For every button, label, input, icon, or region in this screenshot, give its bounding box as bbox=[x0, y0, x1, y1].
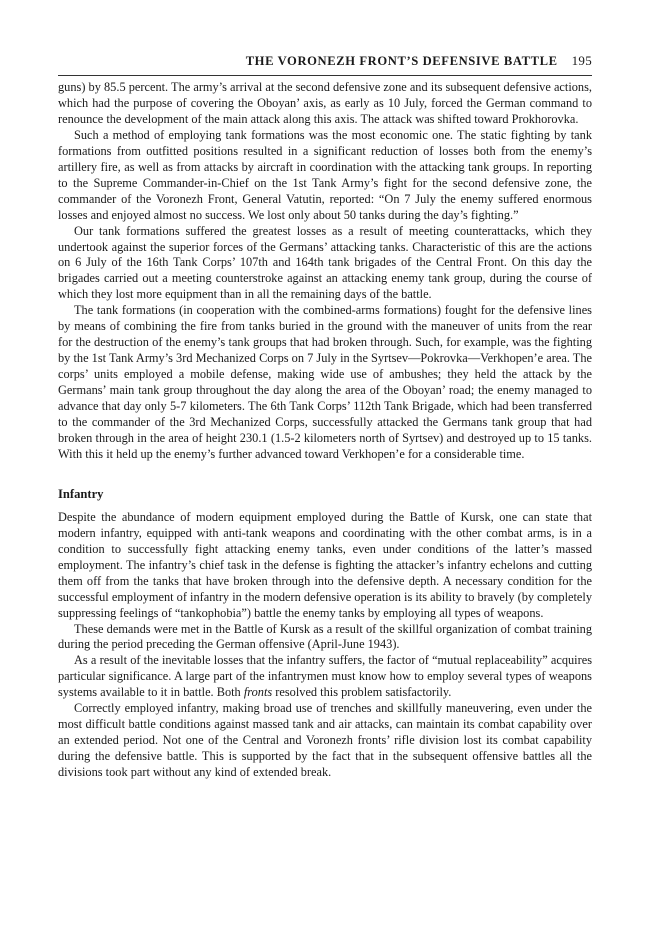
page-number: 195 bbox=[571, 53, 592, 68]
paragraph-tank-defense: The tank formations (in cooperation with the combined-arms formations) fought for the defensive lines by means of combining the fire from tanks buried in the ground with the maneuver of units from the rear for the destruction of the enemy’s tank groups that had broken through. Such, for example, was the fighting by the 1st Tank Army’s 3rd Mechanized Corps on 7 July in the Syrtsev—Pokrovka—Verkhopen’e area. The corps’ units employed a mobile defense, making wide use of ambushes; they held the attack by the Germans’ main tank group throughout the day along the area of the Oboyan’ road; the enemy managed to advance that day only 5-7 kilometers. The 6th Tank Corps’ 112th Tank Brigade, which had been transferred to the commander of the 3rd Mechanized Corps, successfully attacked the Germans tank group that had broken through in the area of height 230.1 (1.5-2 kilometers north of Syrtsev) and destroyed up to 15 tanks. With this it held up the enemy’s further advanced toward Verkhopen’e for a considerable time. bbox=[58, 303, 592, 461]
paragraph-infantry-intro: Despite the abundance of modern equipment employed during the Battle of Kursk, one can state that modern infantry, equipped with anti-tank weapons and coordinating with the other combat arms, is in a condition to successfully fight attacking enemy tanks, even under conditions of the latter’s massed employment. The infantry’s chief task in the defense is fighting the attacker’s infantry echelons and cutting them off from the tanks that have broken through into the defensive depth. A necessary condition for the successful employment of infantry in the modern defensive operation is its ability to bravely (by completely suppressing feelings of “tankophobia”) battle the enemy tanks by employing all types of weapons. bbox=[58, 509, 592, 620]
paragraph-tank-losses: Our tank formations suffered the greatest losses as a result of meeting counterattacks, which they undertook against the superior forces of the Germans’ attacking tanks. Characteristic of this are the actions on 6 July of the 16th Tank Corps’ 107th and 164th tank brigades of the Central Front. On this day the brigades carried out a meeting counterstroke against an attacking enemy tank group, during the course of which they lost more equipment than in all the remaining days of the battle. bbox=[58, 223, 592, 302]
paragraph-infantry-training: These demands were met in the Battle of Kursk as a result of the skillful organization of combat training during the period preceding the German offensive (April-June 1943). bbox=[58, 621, 592, 652]
section-heading-infantry: Infantry bbox=[58, 486, 104, 501]
italic-term: fronts bbox=[243, 685, 273, 700]
text-run: resolved this problem satisfactorily. bbox=[272, 685, 452, 700]
paragraph-infantry-replaceability bbox=[58, 653, 592, 701]
paragraph-continuation: guns) by 85.5 percent. The army’s arrival at the second defensive zone and its subsequent defensive actions, which had the purpose of covering the Oboyan’ axis, as early as 10 July, forced the German command to renounce the development of the main attack along this axis. The attack was shifted toward Prokhorovka. bbox=[58, 80, 592, 126]
body-text bbox=[58, 80, 592, 781]
paragraph-infantry-capability: Correctly employed infantry, making broad use of trenches and skillfully maneuvering, even under the most difficult battle conditions against massed tank and air attacks, can maintain its combat capability over an extended period. Not one of the Central and Voronezh fronts’ rifle division lost its combat capability during the defensive battle. This is supported by the fact that in the subsequent offensive battles all the divisions took part without any kind of extended break. bbox=[58, 701, 592, 780]
running-head bbox=[58, 53, 592, 69]
paragraph-tank-economy: Such a method of employing tank formations was the most economic one. The static fighting by tank formations from outfitted positions resulted in a significant reduction of losses both from the enemy’s artillery fire, as well as from attacks by aircraft in coordination with the attacking tank groups. In reporting to the Supreme Commander-in-Chief on the 1st Tank Army’s fight for the second defensive zone, the commander of the Voronezh Front, General Vatutin, reported: “On 7 July the enemy suffered enormous losses and enjoyed almost no success. We lost only about 50 tanks during the day’s fighting.” bbox=[58, 127, 592, 222]
text-run: As a result of the inevitable losses that the infantry suffers, the factor of “mutual replaceability” acquires particular significance. A large part of the infantrymen must know how to employ several types of weapons systems available to it in battle. Both bbox=[58, 653, 592, 700]
running-title: THE VORONEZH FRONT’S DEFENSIVE BATTLE bbox=[245, 54, 558, 68]
header-rule bbox=[58, 75, 592, 76]
